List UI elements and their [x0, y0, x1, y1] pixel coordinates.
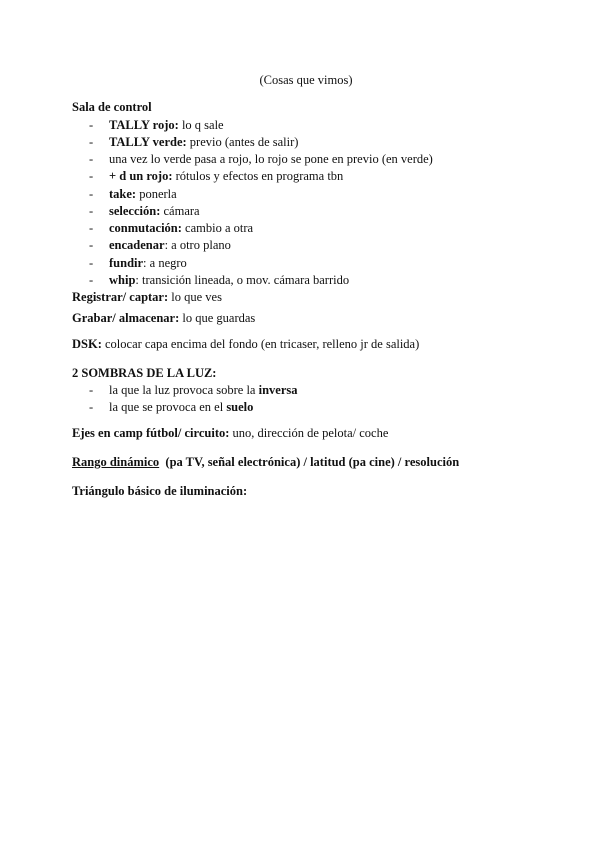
definition: rótulos y efectos en programa tbn — [172, 169, 344, 184]
definition: ponerla — [136, 186, 177, 201]
rango-rest: (pa TV, señal electrónica) / latitud (pa cine) / resolución — [159, 454, 460, 469]
section-title-sala: Sala de control — [72, 100, 152, 115]
term: whip — [109, 272, 136, 287]
list-item — [72, 117, 532, 134]
definition: lo q sale — [178, 117, 224, 132]
rango-line — [72, 454, 532, 471]
definition: previo (antes de salir) — [186, 134, 299, 149]
dsk-line — [72, 336, 532, 353]
definition: una vez lo verde pasa a rojo, lo rojo se pone en previo (en verde) — [109, 152, 433, 166]
term: suelo — [226, 400, 254, 415]
term: TALLY rojo: — [109, 117, 179, 132]
section-title-triangulo: Triángulo básico de iluminación: — [72, 484, 248, 498]
list-item — [72, 168, 532, 185]
list-item — [72, 220, 532, 237]
list-item — [72, 134, 532, 151]
definition: : a otro plano — [164, 238, 231, 253]
definition: cambio a otra — [181, 221, 254, 235]
term: encadenar — [109, 238, 165, 253]
ejes-line — [72, 425, 532, 442]
definition: cámara — [160, 203, 200, 218]
definition: uno, dirección de pelota/ coche — [229, 425, 389, 440]
term: Ejes en camp fútbol/ circuito: — [72, 425, 230, 440]
list-item — [72, 255, 532, 272]
term: Grabar/ almacenar: — [72, 311, 180, 326]
definition: lo que ves — [168, 290, 222, 304]
grabar-line — [72, 310, 532, 327]
term: fundir — [109, 255, 144, 270]
term: Registrar/ captar: — [72, 290, 169, 304]
list-item — [72, 272, 532, 289]
list-item — [72, 237, 532, 254]
list-item — [72, 203, 532, 220]
sombras-list — [72, 382, 532, 417]
definition: la que la luz provoca sobre la — [109, 383, 259, 397]
term: inversa — [258, 383, 298, 397]
rango-underlined: Rango dinámico — [72, 454, 160, 469]
definition: : transición lineada, o mov. cámara barrido — [135, 272, 350, 287]
definition: lo que guardas — [179, 311, 256, 326]
document-page — [72, 72, 532, 500]
term: + d un rojo: — [109, 169, 173, 184]
term: conmutación: — [109, 221, 182, 235]
definition: colocar capa encima del fondo (en tricaser, relleno jr de salida) — [101, 336, 420, 351]
list-item — [72, 186, 532, 203]
term: selección: — [109, 203, 161, 218]
sala-list — [72, 117, 532, 290]
section-title-sombras: 2 SOMBRAS DE LA LUZ: — [72, 365, 217, 380]
registrar-line — [72, 289, 532, 306]
definition: la que se provoca en el — [109, 400, 227, 415]
list-item — [72, 399, 532, 416]
list-item — [72, 382, 532, 399]
subtitle: (Cosas que vimos) — [259, 73, 353, 87]
term: TALLY verde: — [109, 134, 187, 149]
list-item — [72, 151, 532, 168]
definition: : a negro — [143, 255, 187, 270]
term: DSK: — [72, 336, 102, 351]
term: take: — [109, 186, 137, 201]
